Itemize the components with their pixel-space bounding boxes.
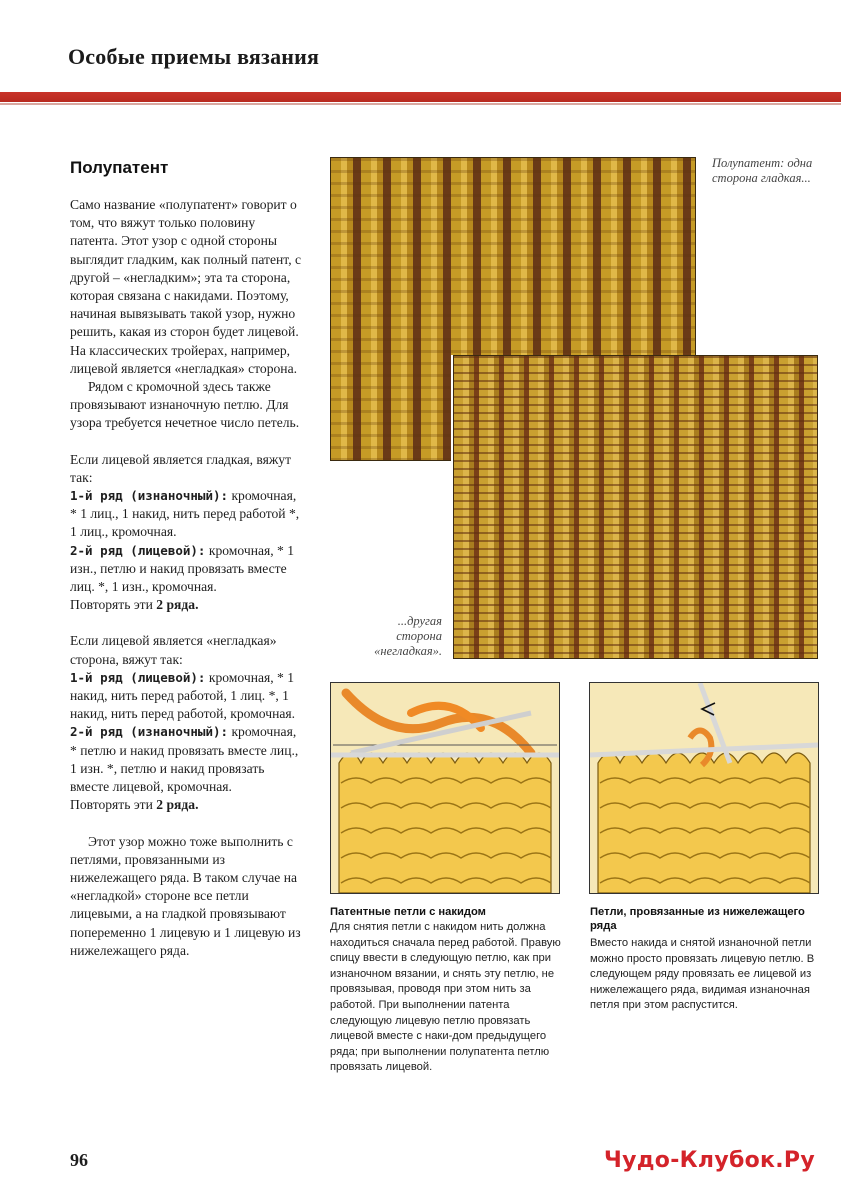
page-header-title: Особые приемы вязания [68, 44, 320, 69]
repeat-bold: 2 ряда. [156, 797, 199, 813]
repeat-line-2 [70, 796, 306, 814]
smooth-intro: Если лицевой является гладкая, вяжут так: [70, 451, 292, 485]
repeat-line [70, 596, 306, 614]
diagram2-title: Петли, провязанные из нижележащего ряда [590, 906, 805, 932]
photo-caption-smooth: Полупатент: одна сторона гладкая... [712, 156, 813, 185]
rough-intro: Если лицевой является «негладкая» сторона, вяжут так: [70, 633, 277, 667]
rough-row1 [70, 669, 306, 724]
diagram1-title: Патентные петли с накидом [330, 906, 486, 918]
diagram-patent-stitches [330, 682, 560, 894]
header-rule-thin [0, 103, 841, 105]
diagram-illustration [590, 683, 818, 893]
final-paragraph: Этот узор можно тоже выполнить с петлями, провязанными из нижележащего ряда. В таком случае на «негладкой» стороне все петли лицевыми, а на гладкой провязывают попеременно 1 лицевую и 1 лицевую из нижележащего ряда. [70, 833, 301, 958]
row-text: кромочная, * 1 лиц., 1 накид, нить перед работой *, 1 лиц., кромочная. [70, 488, 300, 540]
knit-photo-rough-side [453, 355, 818, 659]
row-text: кромочная, * 1 накид, нить перед работой, 1 лиц. *, 1 накид, нить перед работой, кромочная. [70, 669, 296, 722]
repeat-prefix: Повторять эти [70, 597, 157, 613]
body-column [70, 196, 306, 960]
photo-caption-rough: ...другая сторона «негладкая». [374, 614, 442, 658]
section-heading: Полупатент [70, 158, 169, 177]
row-label: 2-й ряд (лицевой): [70, 542, 206, 558]
site-watermark: Чудо-Клубок.Ру [604, 1148, 815, 1173]
row-text: кромочная, * петлю и накид провязать вместе лиц., 1 изн. *, петлю и накид провязать вместе лицевой, кромочная. [70, 724, 299, 795]
diagram-illustration [331, 683, 559, 893]
smooth-row2 [70, 542, 306, 597]
row-label: 1-й ряд (лицевой): [70, 669, 206, 685]
rough-row2 [70, 723, 306, 796]
intro-paragraph: Само название «полупатент» говорит о том, что вяжут только половину патента. Этот узор с одной стороны выглядит гладким, как полный патент, с другой – «негладким»; эта та сторона, которая связана с накидами. Поэтому, начиная вывязывать такой узор, нужно решить, какая из сторон будет лицевой. На классических тройерах, например, лицевой является «негладкая» сторона. [70, 197, 302, 376]
header-rule [0, 92, 841, 102]
row-label: 1-й ряд (изнаночный): [70, 488, 229, 504]
page-number: 96 [70, 1150, 88, 1170]
repeat-prefix: Повторять эти [70, 797, 157, 813]
diagram-stitches-from-below [589, 682, 819, 894]
diagram2-text: Вместо накида и снятой изнаночной петли можно просто провязать лицевую петлю. В следующем ряду провязать ее лицевой из нижележащего ряда, видимая изнаночная петля при этом распустится. [590, 937, 815, 1012]
repeat-bold: 2 ряда. [156, 597, 199, 613]
smooth-row1 [70, 487, 306, 542]
diagram1-text: Для снятия петли с накидом нить должна находиться сначала перед работой. Правую спицу ввести в следующую петлю, как при изнаночном вязании, и снять эту петлю, не провязывая, проводя при этом нить за работой. При выполнении патента следующую лицевую петлю провязать лицевой вместе с наки-дом предыдущего ряда; при выполнении полупатента петлю провязать лицевой. [330, 921, 561, 1074]
row-label: 2-й ряд (изнаночный): [70, 724, 229, 740]
edge-paragraph: Рядом с кромочной здесь также провязывают изнаночную петлю. Для узора требуется нечетное число петель. [70, 379, 300, 431]
row-text: кромочная, * 1 изн., петлю и накид провязать вместе лиц. *, 1 изн., кромочная. [70, 542, 295, 595]
